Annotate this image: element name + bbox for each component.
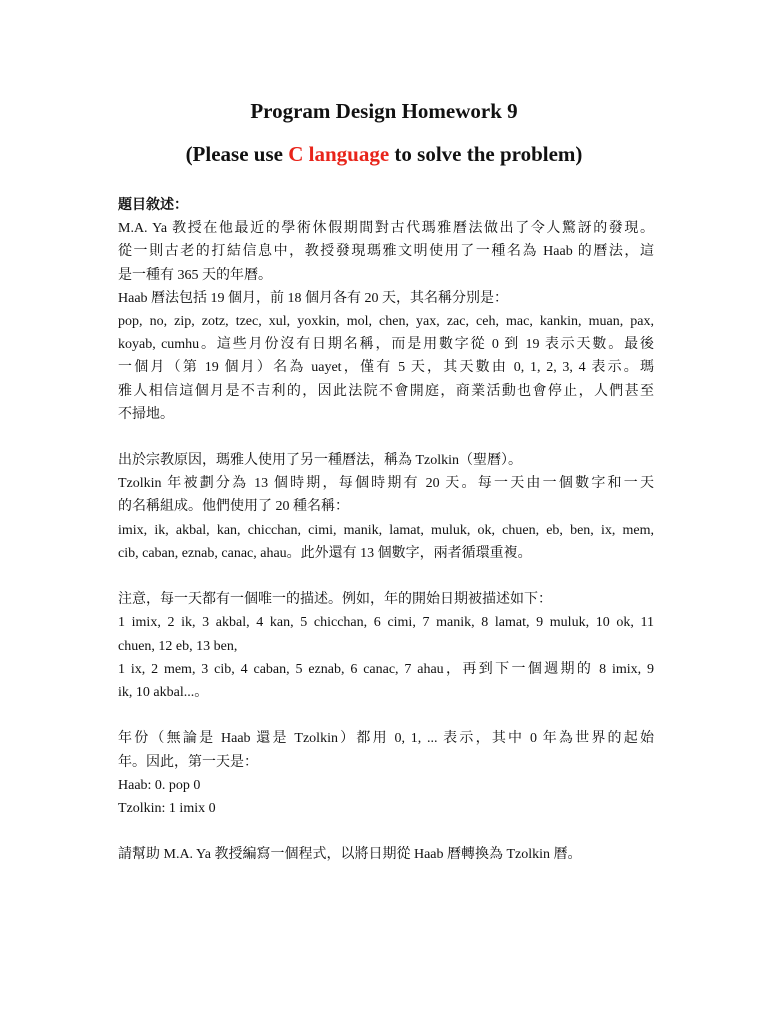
text-line: chuen, 12 eb, 13 ben, xyxy=(118,638,238,654)
text-line: Tzolkin 年被劃分為 13 個時期，每個時期有 20 天。每一天由一個數字和一天 xyxy=(118,476,654,492)
text-line: pop, no, zip, zotz, tzec, xul, yoxkin, mol, chen, yax, zac, ceh, mac, kankin, muan, pax, xyxy=(118,313,654,329)
text-line: 注意，每一天都有一個唯一的描述。例如，年的開始日期被描述如下： xyxy=(118,592,552,608)
paragraph-maya-haab xyxy=(118,217,654,426)
text-line: Tzolkin: 1 imix 0 xyxy=(118,800,216,816)
text-line: 的名稱組成。他們使用了 20 種名稱： xyxy=(118,499,349,515)
text-line: imix, ik, akbal, kan, chicchan, cimi, manik, lamat, muluk, ok, chuen, eb, ben, ix, mem, xyxy=(118,522,654,538)
text-line: 1 imix, 2 ik, 3 akbal, 4 kan, 5 chicchan, 6 cimi, 7 manik, 8 lamat, 9 muluk, 10 ok, 11 xyxy=(118,615,654,631)
text-line: 從一則古老的打結信息中，教授發現瑪雅文明使用了一種名為 Haab 的曆法，這 xyxy=(118,244,654,260)
subtitle-highlight: C language xyxy=(288,142,390,166)
text-line: cib, caban, eznab, canac, ahau。此外還有 13 個數字，兩者循環重複。 xyxy=(118,545,532,561)
text-line: ik, 10 akbal...。 xyxy=(118,684,209,700)
text-line: 請幫助 M.A. Ya 教授編寫一個程式，以將日期從 Haab 曆轉換為 Tzolkin 曆。 xyxy=(118,847,582,863)
text-line: Haab: 0. pop 0 xyxy=(118,777,201,793)
subtitle-prefix: (Please use xyxy=(185,142,289,166)
text-line: 不掃地。 xyxy=(118,406,174,422)
paragraph-gap xyxy=(118,565,654,588)
paragraph-years xyxy=(118,727,654,820)
text-line: 雅人相信這個月是不吉利的，因此法院不會開庭，商業活動也會停止，人們甚至 xyxy=(118,383,654,399)
paragraph-gap xyxy=(118,704,654,727)
document-subtitle xyxy=(0,140,768,168)
paragraph-gap xyxy=(118,820,654,843)
text-line: koyab, cumhu。這些月份沒有日期名稱，而是用數字從 0 到 19 表示天數。最後 xyxy=(118,337,654,353)
section-heading: 題目敘述： xyxy=(118,198,188,213)
problem-description xyxy=(118,194,654,866)
paragraph-tzolkin xyxy=(118,449,654,565)
text-line: 出於宗教原因，瑪雅人使用了另一種曆法，稱為 Tzolkin（聖曆）。 xyxy=(118,453,523,469)
text-line: Haab 曆法包括 19 個月，前 18 個月各有 20 天，其名稱分別是： xyxy=(118,290,509,306)
text-line: 年。因此，第一天是： xyxy=(118,754,258,770)
paragraph-day-description xyxy=(118,588,654,704)
document-title: Program Design Homework 9 xyxy=(250,99,518,123)
text-line: M.A. Ya 教授在他最近的學術休假期間對古代瑪雅曆法做出了令人驚訝的發現。 xyxy=(118,221,654,237)
text-line: 1 ix, 2 mem, 3 cib, 4 caban, 5 eznab, 6 canac, 7 ahau，再到下一個週期的 8 imix, 9 xyxy=(118,661,654,677)
text-line: 是一種有 365 天的年曆。 xyxy=(118,267,272,283)
paragraph-gap xyxy=(118,426,654,449)
subtitle-suffix: to solve the problem) xyxy=(389,142,583,166)
text-line: 年份（無論是 Haab 還是 Tzolkin）都用 0, 1, ... 表示，其中 0 年為世界的起始 xyxy=(118,731,654,747)
paragraph-task xyxy=(118,843,654,866)
text-line: 一個月（第 19 個月）名為 uayet，僅有 5 天，其天數由 0, 1, 2, 3, 4 表示。瑪 xyxy=(118,360,654,376)
